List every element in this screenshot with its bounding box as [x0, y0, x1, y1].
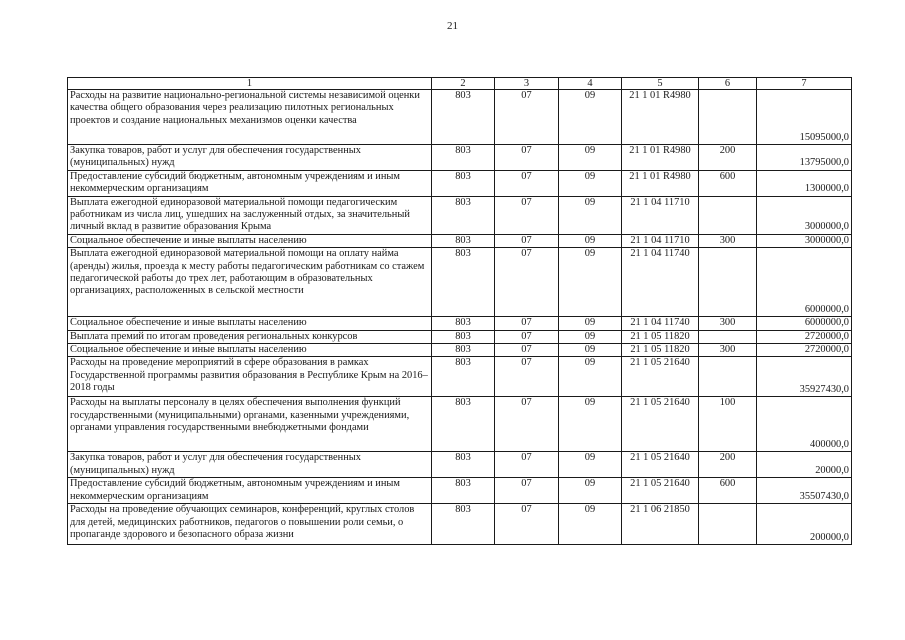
amount-cell: 2720000,0: [757, 344, 852, 357]
table-row: [68, 234, 852, 247]
expense-type-cell: 200: [699, 145, 757, 171]
section-code-cell: 07: [495, 478, 559, 504]
subsection-code-cell: 09: [559, 330, 622, 343]
expense-type-cell: [699, 357, 757, 397]
subsection-code-cell: 09: [559, 478, 622, 504]
grbs-code-cell: 803: [432, 196, 495, 234]
expense-type-cell: 200: [699, 452, 757, 478]
table-row: [68, 504, 852, 545]
section-code-cell: 07: [495, 145, 559, 171]
table-row: [68, 196, 852, 234]
table-row: [68, 330, 852, 343]
amount-cell: 13795000,0: [757, 145, 852, 171]
section-code-cell: 07: [495, 397, 559, 452]
header-cell: 4: [559, 78, 622, 90]
table-row: [68, 145, 852, 171]
budget-table: [67, 77, 852, 545]
expense-type-cell: [699, 248, 757, 317]
expense-name-cell: Социальное обеспечение и иные выплаты населению: [68, 234, 432, 247]
subsection-code-cell: 09: [559, 145, 622, 171]
header-cell: 3: [495, 78, 559, 90]
grbs-code-cell: 803: [432, 234, 495, 247]
expense-name-cell: Социальное обеспечение и иные выплаты населению: [68, 344, 432, 357]
section-code-cell: 07: [495, 504, 559, 545]
section-code-cell: 07: [495, 234, 559, 247]
target-article-cell: 21 1 04 11710: [622, 234, 699, 247]
target-article-cell: 21 1 05 21640: [622, 452, 699, 478]
subsection-code-cell: 09: [559, 397, 622, 452]
grbs-code-cell: 803: [432, 170, 495, 196]
header-cell: 6: [699, 78, 757, 90]
table-row: [68, 344, 852, 357]
expense-name-cell: Закупка товаров, работ и услуг для обеспечения государственных (муниципальных) нужд: [68, 145, 432, 171]
amount-cell: 35507430,0: [757, 478, 852, 504]
amount-cell: 6000000,0: [757, 317, 852, 330]
table-row: [68, 357, 852, 397]
subsection-code-cell: 09: [559, 196, 622, 234]
header-cell: 7: [757, 78, 852, 90]
target-article-cell: 21 1 04 11740: [622, 248, 699, 317]
expense-type-cell: [699, 90, 757, 145]
subsection-code-cell: 09: [559, 344, 622, 357]
target-article-cell: 21 1 05 21640: [622, 357, 699, 397]
amount-cell: 20000,0: [757, 452, 852, 478]
header-cell: 1: [68, 78, 432, 90]
subsection-code-cell: 09: [559, 90, 622, 145]
grbs-code-cell: 803: [432, 504, 495, 545]
expense-name-cell: Расходы на проведение обучающих семинаров, конференций, круглых столов для детей, медицинских работников, педагогов о повышении роли семьи, о пропаганде здорового и безопасного образа жизни: [68, 504, 432, 545]
header-row: [68, 78, 852, 90]
amount-cell: 3000000,0: [757, 196, 852, 234]
target-article-cell: 21 1 04 11710: [622, 196, 699, 234]
amount-cell: 15095000,0: [757, 90, 852, 145]
table-row: [68, 317, 852, 330]
expense-name-cell: Выплата ежегодной единоразовой материальной помощи педагогическим работникам из числа лиц, ушедших на заслуженный отдых, за значительный личный вклад в развитие образования Крыма: [68, 196, 432, 234]
section-code-cell: 07: [495, 317, 559, 330]
section-code-cell: 07: [495, 330, 559, 343]
expense-type-cell: [699, 330, 757, 343]
table-row: [68, 170, 852, 196]
grbs-code-cell: 803: [432, 145, 495, 171]
subsection-code-cell: 09: [559, 452, 622, 478]
section-code-cell: 07: [495, 452, 559, 478]
expense-type-cell: 600: [699, 478, 757, 504]
expense-name-cell: Расходы на выплаты персоналу в целях обеспечения выполнения функций государственными (муниципальными) органами, казенными учреждениями, органами управления государственными внебюджетными фондами: [68, 397, 432, 452]
expense-name-cell: Закупка товаров, работ и услуг для обеспечения государственных (муниципальных) нужд: [68, 452, 432, 478]
subsection-code-cell: 09: [559, 317, 622, 330]
grbs-code-cell: 803: [432, 452, 495, 478]
table-row: [68, 90, 852, 145]
amount-cell: 2720000,0: [757, 330, 852, 343]
amount-cell: 6000000,0: [757, 248, 852, 317]
expense-name-cell: Расходы на проведение мероприятий в сфере образования в рамках Государственной программы развития образования в Республике Крым на 2016–2018 годы: [68, 357, 432, 397]
grbs-code-cell: 803: [432, 317, 495, 330]
target-article-cell: 21 1 05 21640: [622, 478, 699, 504]
header-cell: 5: [622, 78, 699, 90]
expense-type-cell: 300: [699, 344, 757, 357]
amount-cell: 3000000,0: [757, 234, 852, 247]
amount-cell: 200000,0: [757, 504, 852, 545]
target-article-cell: 21 1 05 21640: [622, 397, 699, 452]
expense-name-cell: Расходы на развитие национально-региональной системы независимой оценки качества общего образования через реализацию пилотных региональных проектов и создание национальных механизмов оценки качества: [68, 90, 432, 145]
expense-name-cell: Предоставление субсидий бюджетным, автономным учреждениям и иным некоммерческим организациям: [68, 170, 432, 196]
subsection-code-cell: 09: [559, 248, 622, 317]
section-code-cell: 07: [495, 90, 559, 145]
table-row: [68, 478, 852, 504]
table-row: [68, 248, 852, 317]
subsection-code-cell: 09: [559, 170, 622, 196]
expense-name-cell: Социальное обеспечение и иные выплаты населению: [68, 317, 432, 330]
grbs-code-cell: 803: [432, 248, 495, 317]
target-article-cell: 21 1 05 11820: [622, 344, 699, 357]
expense-name-cell: Выплата премий по итогам проведения региональных конкурсов: [68, 330, 432, 343]
expense-name-cell: Предоставление субсидий бюджетным, автономным учреждениям и иным некоммерческим организациям: [68, 478, 432, 504]
grbs-code-cell: 803: [432, 90, 495, 145]
grbs-code-cell: 803: [432, 397, 495, 452]
target-article-cell: 21 1 04 11740: [622, 317, 699, 330]
target-article-cell: 21 1 01 R4980: [622, 90, 699, 145]
amount-cell: 400000,0: [757, 397, 852, 452]
grbs-code-cell: 803: [432, 478, 495, 504]
subsection-code-cell: 09: [559, 357, 622, 397]
grbs-code-cell: 803: [432, 344, 495, 357]
header-cell: 2: [432, 78, 495, 90]
table-row: [68, 452, 852, 478]
page-number: 21: [447, 20, 458, 32]
expense-type-cell: [699, 504, 757, 545]
target-article-cell: 21 1 01 R4980: [622, 170, 699, 196]
target-article-cell: 21 1 06 21850: [622, 504, 699, 545]
section-code-cell: 07: [495, 170, 559, 196]
amount-cell: 35927430,0: [757, 357, 852, 397]
section-code-cell: 07: [495, 357, 559, 397]
subsection-code-cell: 09: [559, 504, 622, 545]
section-code-cell: 07: [495, 344, 559, 357]
expense-type-cell: 600: [699, 170, 757, 196]
table-row: [68, 397, 852, 452]
section-code-cell: 07: [495, 248, 559, 317]
subsection-code-cell: 09: [559, 234, 622, 247]
target-article-cell: 21 1 01 R4980: [622, 145, 699, 171]
target-article-cell: 21 1 05 11820: [622, 330, 699, 343]
expense-type-cell: [699, 196, 757, 234]
grbs-code-cell: 803: [432, 357, 495, 397]
expense-type-cell: 100: [699, 397, 757, 452]
expense-name-cell: Выплата ежегодной единоразовой материальной помощи на оплату найма (аренды) жилья, проезда к месту работы педагогическим работникам со стажем педагогической работы до трех лет, работающим в образовательных организациях, расположенных в сельской местности: [68, 248, 432, 317]
amount-cell: 1300000,0: [757, 170, 852, 196]
section-code-cell: 07: [495, 196, 559, 234]
expense-type-cell: 300: [699, 234, 757, 247]
grbs-code-cell: 803: [432, 330, 495, 343]
expense-type-cell: 300: [699, 317, 757, 330]
